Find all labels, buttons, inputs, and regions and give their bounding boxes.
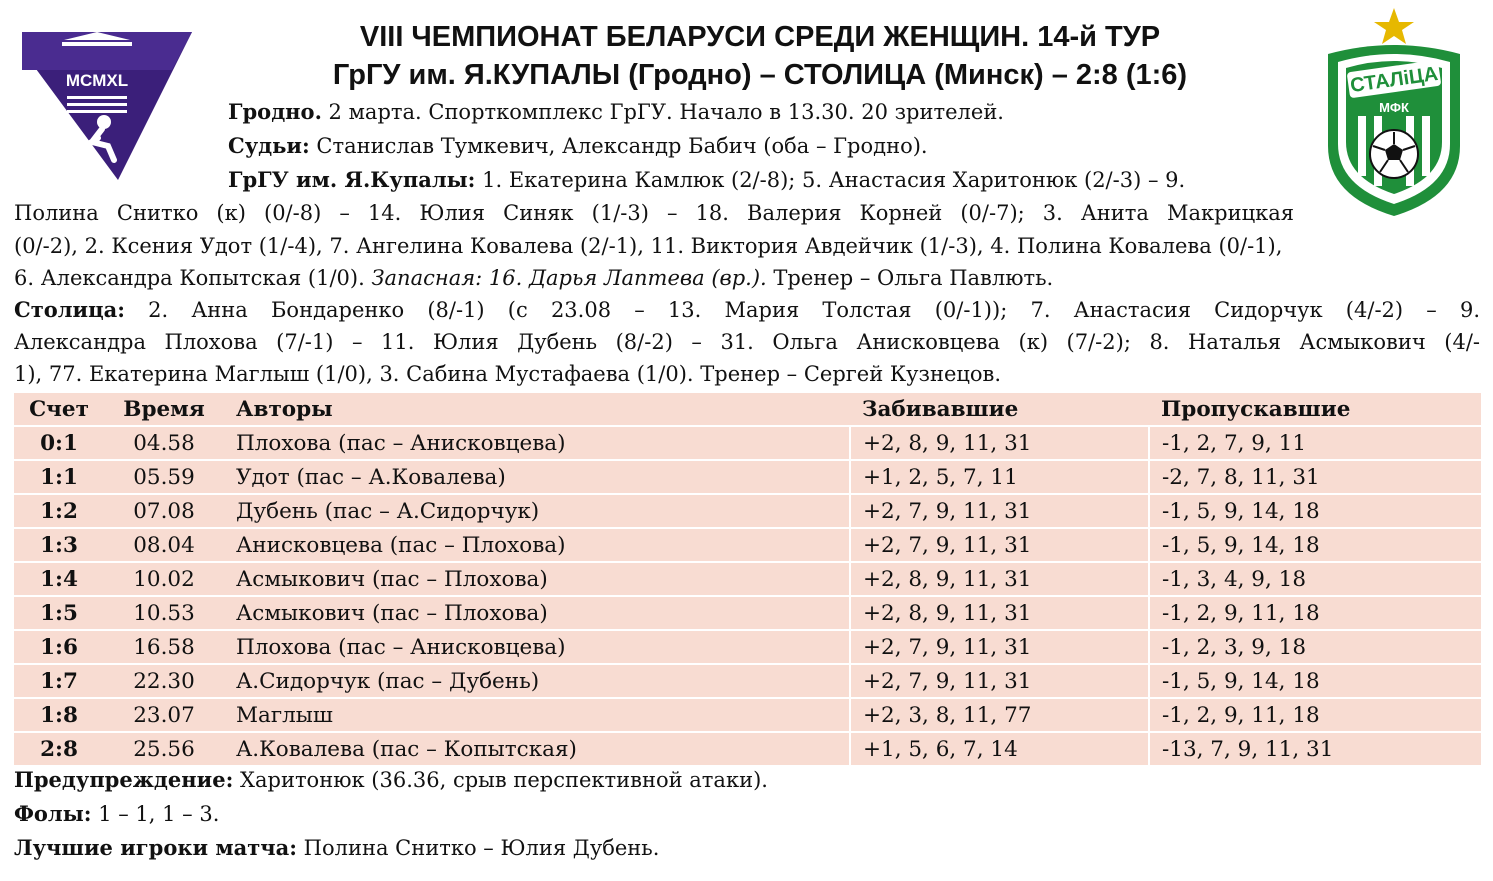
team2-line-1 [14,294,1480,326]
conceders-cell: -1, 2, 3, 9, 18 [1149,630,1481,664]
header-time: Время [104,393,224,426]
title-championship: VIII ЧЕМПИОНАТ БЕЛАРУСИ СРЕДИ ЖЕНЩИН. 14-й ТУР [359,21,1161,53]
scorers-cell: +2, 8, 9, 11, 31 [850,596,1149,630]
team1-text-4a: 6. Александра Копытская (1/0). [14,266,372,290]
score-cell: 1:7 [14,664,104,698]
authors-cell: Плохова (пас – Анисковцева) [224,630,850,664]
conceders-cell: -1, 2, 9, 11, 18 [1149,698,1481,732]
scorers-cell: +2, 3, 8, 11, 77 [850,698,1149,732]
substitute-text: Запасная: 16. Дарья Лаптева (вр.). [371,266,767,290]
time-cell: 10.02 [104,562,224,596]
svg-text:СТАЛіЦА: СТАЛіЦА [1348,62,1440,98]
score-cell: 2:8 [14,732,104,766]
authors-cell: Дубень (пас – А.Сидорчук) [224,494,850,528]
city-text: 2 марта. Спорткомплекс ГрГУ. Начало в 13.30. 20 зрителей. [321,100,1004,124]
team2-line-2: Александра Плохова (7/-1) – 11. Юлия Дубень (8/-2) – 31. Ольга Анисковцева (к) (7/-2); 8. Наталья Асмыкович (4/- [14,330,1480,354]
scorers-cell: +2, 7, 9, 11, 31 [850,630,1149,664]
team1-text-1: 1. Екатерина Камлюк (2/-8); 5. Анастасия Харитонюк (2/-3) – 9. [475,168,1186,192]
time-cell: 23.07 [104,698,224,732]
team1-line-4 [14,262,1053,294]
conceders-cell: -1, 5, 9, 14, 18 [1149,494,1481,528]
authors-cell: Асмыкович (пас – Плохова) [224,562,850,596]
best-players-label: Лучшие игроки матча: [14,835,297,860]
score-cell: 1:4 [14,562,104,596]
best-players-line [14,832,659,864]
team2-label: Столица: [14,297,125,322]
time-cell: 05.59 [104,460,224,494]
warning-line [14,764,768,796]
svg-text:MCMXL: MCMXL [65,71,129,90]
time-cell: 04.58 [104,426,224,460]
conceders-cell: -1, 3, 4, 9, 18 [1149,562,1481,596]
scorers-cell: +2, 8, 9, 11, 31 [850,426,1149,460]
scorers-cell: +1, 2, 5, 7, 11 [850,460,1149,494]
scorers-cell: +2, 8, 9, 11, 31 [850,562,1149,596]
authors-cell: Анисковцева (пас – Плохова) [224,528,850,562]
fouls-label: Фолы: [14,801,92,826]
referees-label: Судьи: [228,133,310,158]
authors-cell: А.Ковалева (пас – Копытская) [224,732,850,766]
best-players-text: Полина Снитко – Юлия Дубень. [296,836,660,860]
team1-coach: Тренер – Ольга Павлють. [766,266,1054,290]
table-row [14,732,1481,766]
header-scorers-on-court: Забивавшие [850,393,1149,426]
authors-cell: Плохова (пас – Анисковцева) [224,426,850,460]
scorers-cell: +2, 7, 9, 11, 31 [850,528,1149,562]
table-header-row [14,393,1481,426]
table-row [14,664,1481,698]
team1-line-3: (0/-2), 2. Ксения Удот (1/-4), 7. Ангелина Ковалева (2/-1), 11. Виктория Авдейчик (1/-3), 4. Полина Ковалева (0/-1), [14,234,1283,258]
table-row [14,698,1481,732]
fouls-line [14,798,219,830]
goals-table [14,393,1481,767]
conceders-cell: -1, 2, 7, 9, 11 [1149,426,1481,460]
table-row [14,562,1481,596]
time-cell: 16.58 [104,630,224,664]
table-row [14,494,1481,528]
conceders-cell: -1, 2, 9, 11, 18 [1149,596,1481,630]
time-cell: 25.56 [104,732,224,766]
time-cell: 10.53 [104,596,224,630]
score-cell: 1:1 [14,460,104,494]
scorers-cell: +1, 5, 6, 7, 14 [850,732,1149,766]
table-row [14,528,1481,562]
fouls-text: 1 – 1, 1 – 3. [91,802,220,826]
team1-label: ГрГУ им. Я.Купалы: [228,167,476,192]
score-cell: 1:6 [14,630,104,664]
header-conceders-on-court: Пропускавшие [1149,393,1481,426]
authors-cell: А.Сидорчук (пас – Дубень) [224,664,850,698]
table-row [14,630,1481,664]
team2-text-1: 2. Анна Бондаренко (8/-1) (с 23.08 – 13. Мария Толстая (0/-1)); 7. Анастасия Сидорчук (4/-2) – 9. [125,298,1480,322]
warning-text: Харитонюк (36.36, срыв перспективной атаки). [233,768,768,792]
score-cell: 1:5 [14,596,104,630]
team1-line-2: Полина Снитко (к) (0/-8) – 14. Юлия Синяк (1/-3) – 18. Валерия Корней (0/-7); 3. Анита Макрицкая [14,201,1294,225]
score-cell: 0:1 [14,426,104,460]
warning-label: Предупреждение: [14,767,234,792]
time-cell: 07.08 [104,494,224,528]
city-label: Гродно. [228,99,322,124]
referees-text: Станислав Тумкевич, Александр Бабич (оба – Гродно). [309,134,928,158]
stolitsa-logo [1318,6,1470,220]
score-cell: 1:2 [14,494,104,528]
referees-line [228,130,928,162]
time-cell: 22.30 [104,664,224,698]
authors-cell: Асмыкович (пас – Плохова) [224,596,850,630]
match-info-line [228,96,1004,128]
time-cell: 08.04 [104,528,224,562]
score-cell: 1:8 [14,698,104,732]
score-cell: 1:3 [14,528,104,562]
scorers-cell: +2, 7, 9, 11, 31 [850,494,1149,528]
conceders-cell: -2, 7, 8, 11, 31 [1149,460,1481,494]
table-row [14,596,1481,630]
team1-line-1 [228,164,1185,196]
table-row [14,460,1481,494]
header-authors: Авторы [224,393,850,426]
table-row [14,426,1481,460]
authors-cell: Удот (пас – А.Ковалева) [224,460,850,494]
svg-text:МФК: МФК [1379,100,1409,115]
conceders-cell: -1, 5, 9, 14, 18 [1149,664,1481,698]
conceders-cell: -1, 5, 9, 14, 18 [1149,528,1481,562]
grgu-logo [22,30,192,182]
scorers-cell: +2, 7, 9, 11, 31 [850,664,1149,698]
conceders-cell: -13, 7, 9, 11, 31 [1149,732,1481,766]
title-match: ГрГУ им. Я.КУПАЛЫ (Гродно) – СТОЛИЦА (Минск) – 2:8 (1:6) [332,59,1188,91]
team2-line-3: 1), 77. Екатерина Маглыш (1/0), 3. Сабина Мустафаева (1/0). Тренер – Сергей Кузнецов. [14,362,1002,386]
header-score: Счет [14,393,104,426]
authors-cell: Маглыш [224,698,850,732]
